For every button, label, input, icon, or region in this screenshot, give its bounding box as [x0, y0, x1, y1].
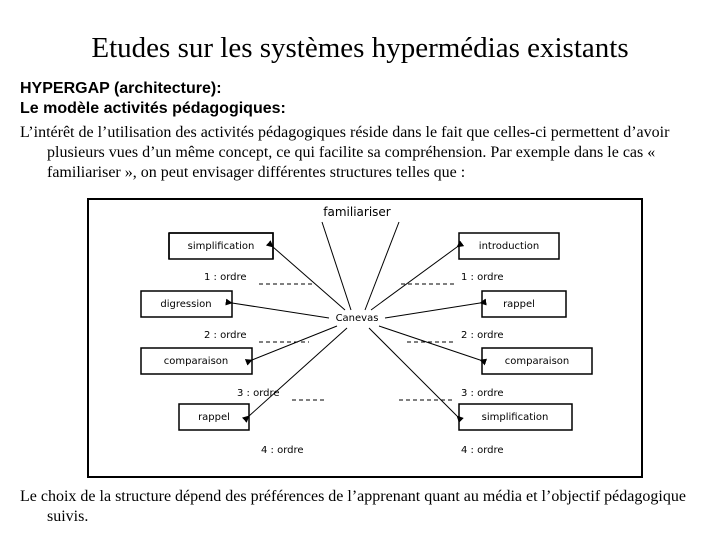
right-order-1: 1 : ordre	[461, 272, 504, 283]
right-order-4: 4 : ordre	[461, 445, 504, 456]
page-title: Etudes sur les systèmes hypermédias existants	[91, 32, 629, 64]
right-order-2: 2 : ordre	[461, 330, 504, 341]
conclusion-paragraph: Le choix de la structure dépend des préférences de l’apprenant quant au média et l’objectif pédagogique suivis.	[20, 488, 686, 525]
left-box-4-label: rappel	[198, 412, 230, 423]
right-box-1-label: introduction	[478, 241, 540, 252]
right-order-3: 3 : ordre	[461, 388, 504, 399]
right-box-4-label: simplification	[481, 412, 549, 423]
connector-right-2	[385, 303, 480, 318]
left-order-4: 4 : ordre	[261, 445, 304, 456]
diagram-center-label: Canevas	[335, 313, 379, 324]
connector-left-3	[252, 326, 337, 360]
connector-left-1	[273, 247, 345, 310]
left-order-dashes	[259, 284, 327, 400]
right-box-2-label: rappel	[503, 299, 535, 310]
left-box-3-label: comparaison	[163, 356, 229, 367]
left-box-1-label: simplification	[187, 241, 255, 252]
connector-top-right	[365, 222, 399, 310]
connector-right-4	[369, 328, 457, 416]
left-box-2-label: digression	[160, 299, 212, 310]
connector-left-2	[232, 303, 329, 318]
left-order-1: 1 : ordre	[204, 272, 247, 283]
left-order-2: 2 : ordre	[204, 330, 247, 341]
left-order-3: 3 : ordre	[237, 388, 280, 399]
activity-diagram	[87, 198, 643, 478]
heading-hypergap: HYPERGAP (architecture):	[20, 80, 222, 97]
heading-modele-activites: Le modèle activités pédagogiques:	[20, 100, 286, 117]
diagram-top-label: familiariser	[323, 205, 391, 219]
connector-right-1	[371, 247, 457, 310]
right-box-3-label: comparaison	[504, 356, 570, 367]
connector-top-left	[322, 222, 351, 310]
intro-paragraph: L’intérêt de l’utilisation des activités pédagogiques réside dans le fait que celles-ci permettent d’avoir plusieurs vues d’un même concept, ce qui facilite sa compréhension. Par exemple dans le cas « familiariser », on peut envisager différentes structures telles que :	[20, 124, 670, 181]
